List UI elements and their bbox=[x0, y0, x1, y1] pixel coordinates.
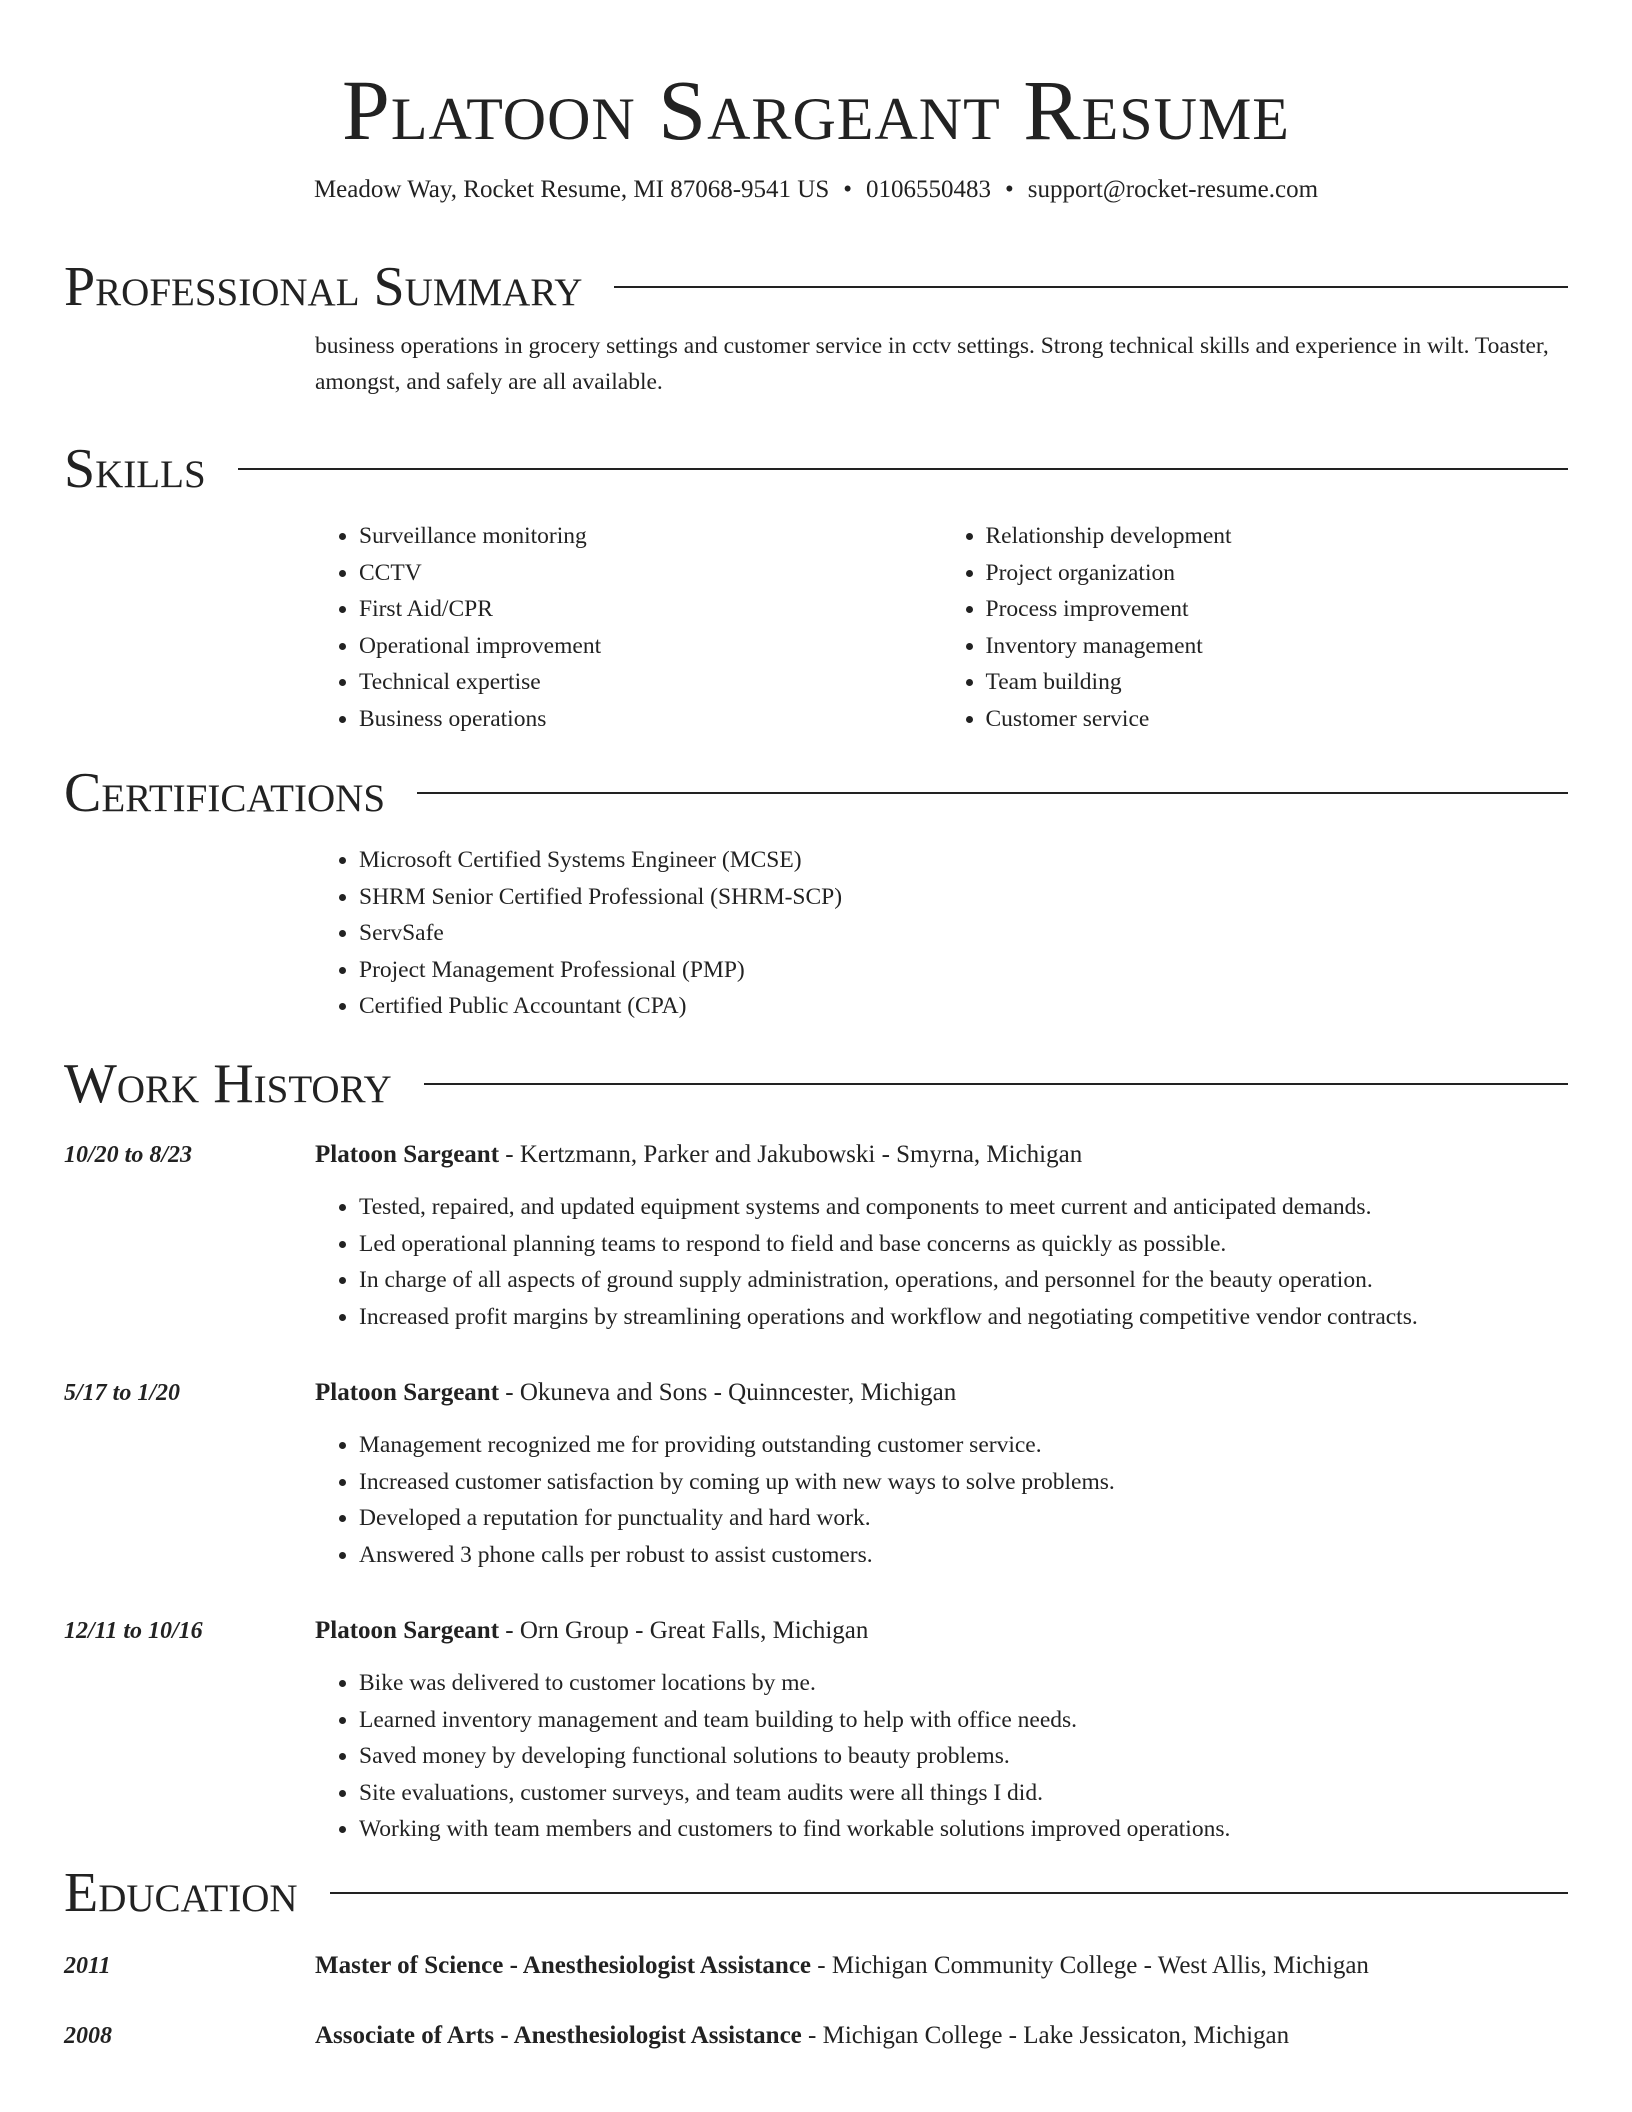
job-bullets bbox=[315, 1665, 1568, 1848]
section-header bbox=[64, 1051, 1568, 1117]
list-item: • Saved money by developing functional solutions to beauty problems. bbox=[359, 1738, 1568, 1775]
list-item: • Certified Public Accountant (CPA) bbox=[359, 988, 1568, 1025]
education-section bbox=[64, 1860, 1568, 2054]
contact-email: support@rocket-resume.com bbox=[1027, 176, 1319, 203]
education-entry bbox=[64, 1948, 1568, 1984]
certifications-section bbox=[64, 760, 1568, 1025]
list-item: • First Aid/CPR bbox=[359, 591, 942, 628]
section-header bbox=[64, 1860, 1568, 1926]
section-header bbox=[64, 254, 1568, 320]
skills-grid bbox=[315, 518, 1568, 737]
job-dates: 10/20 to 8/23 bbox=[64, 1142, 193, 1168]
list-item: • Tested, repaired, and updated equipment systems and components to meet current and anticipated demands. bbox=[359, 1189, 1568, 1226]
education-heading-line bbox=[315, 2018, 1568, 2054]
contact-separator: • bbox=[1005, 176, 1014, 203]
list-item: • SHRM Senior Certified Professional (SHRM-SCP) bbox=[359, 879, 1568, 916]
skills-section bbox=[64, 436, 1568, 737]
job-entry bbox=[64, 1137, 1568, 1335]
summary-text: business operations in grocery settings and customer service in cctv settings. Strong technical skills and experience in wilt. Toaster, amongst, and safely are all available. bbox=[315, 333, 1549, 395]
section-rule bbox=[330, 1892, 1568, 1894]
skills-heading: Skills bbox=[64, 438, 206, 500]
list-item: • Process improvement bbox=[986, 591, 1569, 628]
list-item: • Bike was delivered to customer locations by me. bbox=[359, 1665, 1568, 1702]
list-item: • Increased customer satisfaction by coming up with new ways to solve problems. bbox=[359, 1464, 1568, 1501]
job-title: Platoon Sargeant bbox=[315, 1379, 500, 1406]
skills-list-right bbox=[942, 518, 1569, 737]
certifications-body bbox=[315, 842, 1568, 1025]
section-header bbox=[64, 760, 1568, 826]
contact-phone: 0106550483 bbox=[866, 176, 991, 203]
contact-address: Meadow Way, Rocket Resume, MI 87068-9541 US bbox=[313, 176, 830, 203]
education-year: 2008 bbox=[64, 2023, 112, 2049]
school-details: - Michigan College - Lake Jessicaton, Michigan bbox=[801, 2022, 1290, 2049]
list-item: • Developed a reputation for punctuality and hard work. bbox=[359, 1500, 1568, 1537]
education-heading-line bbox=[315, 1948, 1568, 1984]
job-entry bbox=[64, 1375, 1568, 1573]
list-item: • Customer service bbox=[986, 701, 1569, 738]
section-rule bbox=[614, 286, 1568, 288]
job-title: Platoon Sargeant bbox=[315, 1617, 500, 1644]
list-item: • ServSafe bbox=[359, 915, 1568, 952]
job-dates: 5/17 to 1/20 bbox=[64, 1380, 181, 1406]
list-item: • Learned inventory management and team building to help with office needs. bbox=[359, 1702, 1568, 1739]
section-rule bbox=[238, 468, 1568, 470]
contact-line bbox=[0, 172, 1632, 208]
job-heading bbox=[315, 1137, 1568, 1173]
job-entry bbox=[64, 1613, 1568, 1848]
list-item: • Microsoft Certified Systems Engineer (MCSE) bbox=[359, 842, 1568, 879]
document-title: Platoon Sargeant Resume bbox=[342, 62, 1290, 158]
section-header bbox=[64, 436, 1568, 502]
section-rule bbox=[417, 792, 1568, 794]
school-details: - Michigan Community College - West Allis, Michigan bbox=[811, 1952, 1369, 1979]
list-item: • Operational improvement bbox=[359, 628, 942, 665]
job-heading bbox=[315, 1375, 1568, 1411]
degree: Associate of Arts - Anesthesiologist Assistance bbox=[315, 2022, 802, 2049]
list-item: • Business operations bbox=[359, 701, 942, 738]
list-item: • Project organization bbox=[986, 555, 1569, 592]
job-bullets bbox=[315, 1189, 1568, 1335]
job-details: - Orn Group - Great Falls, Michigan bbox=[499, 1617, 869, 1644]
job-details: - Okuneva and Sons - Quinncester, Michigan bbox=[499, 1379, 957, 1406]
certifications-list bbox=[315, 842, 1568, 1025]
education-heading: Education bbox=[64, 1862, 298, 1924]
education-year: 2011 bbox=[64, 1953, 111, 1979]
list-item: • In charge of all aspects of ground supply administration, operations, and personnel for the beauty operation. bbox=[359, 1262, 1568, 1299]
list-item: • Led operational planning teams to respond to field and base concerns as quickly as possible. bbox=[359, 1226, 1568, 1263]
job-bullets bbox=[315, 1427, 1568, 1573]
list-item: • Increased profit margins by streamlining operations and workflow and negotiating competitive vendor contracts. bbox=[359, 1299, 1568, 1336]
job-dates: 12/11 to 10/16 bbox=[64, 1618, 203, 1644]
list-item: • Inventory management bbox=[986, 628, 1569, 665]
list-item: • Answered 3 phone calls per robust to assist customers. bbox=[359, 1537, 1568, 1574]
education-entry bbox=[64, 2018, 1568, 2054]
job-details: - Kertzmann, Parker and Jakubowski - Smyrna, Michigan bbox=[499, 1141, 1083, 1168]
list-item: • Project Management Professional (PMP) bbox=[359, 952, 1568, 989]
list-item: • Relationship development bbox=[986, 518, 1569, 555]
job-heading bbox=[315, 1613, 1568, 1649]
summary-section bbox=[64, 254, 1568, 400]
list-item: • Site evaluations, customer surveys, and team audits were all things I did. bbox=[359, 1775, 1568, 1812]
list-item: • CCTV bbox=[359, 555, 942, 592]
list-item: • Working with team members and customers to find workable solutions improved operations. bbox=[359, 1811, 1568, 1848]
job-title: Platoon Sargeant bbox=[315, 1141, 500, 1168]
list-item: • Technical expertise bbox=[359, 664, 942, 701]
list-item: • Team building bbox=[986, 664, 1569, 701]
summary-heading: Professional Summary bbox=[64, 256, 583, 318]
work-history-section bbox=[64, 1051, 1568, 1848]
skills-list-left bbox=[315, 518, 942, 737]
degree: Master of Science - Anesthesiologist Assistance bbox=[315, 1952, 812, 1979]
list-item: • Surveillance monitoring bbox=[359, 518, 942, 555]
list-item: • Management recognized me for providing outstanding customer service. bbox=[359, 1427, 1568, 1464]
certifications-heading: Certifications bbox=[64, 762, 386, 824]
section-rule bbox=[424, 1083, 1568, 1085]
work-history-heading: Work History bbox=[64, 1053, 392, 1115]
contact-separator: • bbox=[843, 176, 852, 203]
